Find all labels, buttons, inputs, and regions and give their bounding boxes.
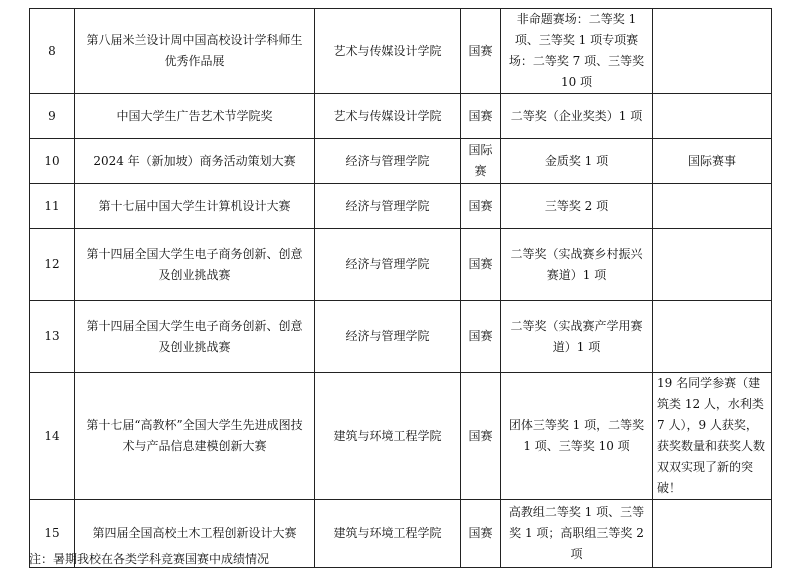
college-name: 经济与管理学院 [315, 139, 461, 184]
row-number: 11 [30, 184, 75, 229]
award-result: 金质奖 1 项 [501, 139, 653, 184]
competition-name: 中国大学生广告艺术节学院奖 [75, 94, 315, 139]
row-number: 15 [30, 500, 75, 568]
competition-name: 第十七届“高教杯”全国大学生先进成图技术与产品信息建模创新大赛 [75, 373, 315, 500]
remark [653, 94, 772, 139]
table-row [30, 301, 772, 373]
table-row [30, 184, 772, 229]
row-number: 13 [30, 301, 75, 373]
table-row [30, 229, 772, 301]
table-row [30, 139, 772, 184]
remark [653, 9, 772, 94]
competition-level: 国际赛 [461, 139, 501, 184]
competition-level: 国赛 [461, 500, 501, 568]
award-result: 二等奖（企业奖类）1 项 [501, 94, 653, 139]
college-name: 艺术与传媒设计学院 [315, 9, 461, 94]
awards-table-container [29, 8, 771, 568]
row-number: 12 [30, 229, 75, 301]
college-name: 建筑与环境工程学院 [315, 373, 461, 500]
row-number: 14 [30, 373, 75, 500]
awards-table [29, 8, 772, 568]
competition-name: 2024 年（新加坡）商务活动策划大赛 [75, 139, 315, 184]
college-name: 建筑与环境工程学院 [315, 500, 461, 568]
award-result: 二等奖（实战赛产学用赛道）1 项 [501, 301, 653, 373]
college-name: 经济与管理学院 [315, 229, 461, 301]
remark [653, 184, 772, 229]
competition-level: 国赛 [461, 373, 501, 500]
competition-name: 第四届全国高校土木工程创新设计大赛 [75, 500, 315, 568]
remark: 国际赛事 [653, 139, 772, 184]
table-row [30, 9, 772, 94]
competition-level: 国赛 [461, 229, 501, 301]
award-result: 三等奖 2 项 [501, 184, 653, 229]
award-result: 团体三等奖 1 项，二等奖 1 项、三等奖 10 项 [501, 373, 653, 500]
competition-name: 第八届米兰设计周中国高校设计学科师生优秀作品展 [75, 9, 315, 94]
table-row [30, 94, 772, 139]
competition-level: 国赛 [461, 94, 501, 139]
award-result: 二等奖（实战赛乡村振兴赛道）1 项 [501, 229, 653, 301]
award-result: 非命题赛场：二等奖 1 项、三等奖 1 项专项赛场：二等奖 7 项、三等奖 10 项 [501, 9, 653, 94]
competition-name: 第十四届全国大学生电子商务创新、创意及创业挑战赛 [75, 301, 315, 373]
remark: 19 名同学参赛（建筑类 12 人，水利类 7 人），9 人获奖，获奖数量和获奖人数双双实现了新的突破！ [653, 373, 772, 500]
college-name: 艺术与传媒设计学院 [315, 94, 461, 139]
competition-level: 国赛 [461, 9, 501, 94]
remark [653, 301, 772, 373]
row-number: 9 [30, 94, 75, 139]
row-number: 8 [30, 9, 75, 94]
table-row [30, 373, 772, 500]
table-footnote: 注：暑期我校在各类学科竞赛国赛中成绩情况 [29, 552, 270, 566]
competition-level: 国赛 [461, 184, 501, 229]
college-name: 经济与管理学院 [315, 184, 461, 229]
row-number: 10 [30, 139, 75, 184]
competition-name: 第十七届中国大学生计算机设计大赛 [75, 184, 315, 229]
college-name: 经济与管理学院 [315, 301, 461, 373]
competition-name: 第十四届全国大学生电子商务创新、创意及创业挑战赛 [75, 229, 315, 301]
remark [653, 229, 772, 301]
competition-level: 国赛 [461, 301, 501, 373]
remark [653, 500, 772, 568]
award-result: 高教组二等奖 1 项、三等奖 1 项；高职组三等奖 2 项 [501, 500, 653, 568]
